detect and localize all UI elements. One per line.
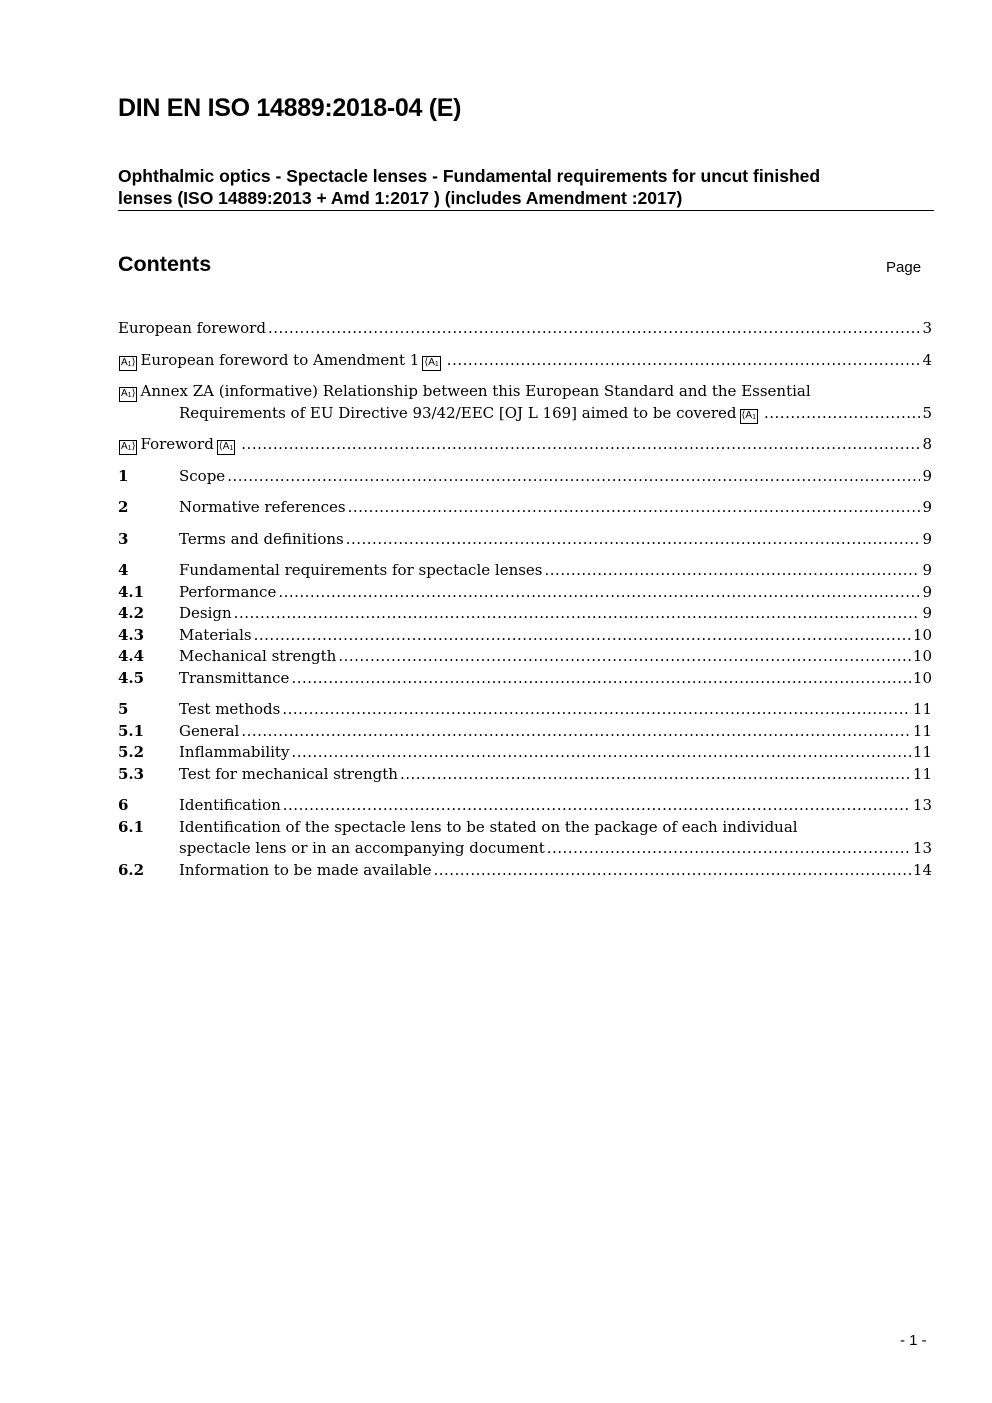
toc-leader — [545, 560, 921, 582]
toc-entry-title: Test methods — [179, 700, 281, 718]
toc-leader — [283, 795, 911, 817]
toc-entry-page: 14 — [912, 860, 932, 879]
amendment-end-marker-icon: $⟨A_1$ — [217, 440, 235, 455]
toc-entry-title: Materials — [179, 625, 252, 644]
toc-entry-transmittance[interactable] — [118, 668, 932, 690]
toc-entry-title: General — [179, 721, 240, 740]
toc-entry-page: 3 — [922, 319, 932, 337]
amendment-end-marker-icon: $⟨A_1$ — [740, 409, 758, 424]
toc-entry-identification[interactable] — [118, 795, 932, 817]
toc-entry-number: 3 — [118, 529, 129, 548]
toc-leader — [291, 668, 910, 690]
toc-entry-page: 9 — [922, 604, 932, 622]
toc-entry-number: 4.4 — [118, 647, 145, 665]
toc-leader — [278, 582, 920, 604]
subtitle-line-2: lenses (ISO 14889:2013 + Amd 1:2017 ) (includes Amendment :2017) — [118, 188, 683, 208]
toc-entry-inflammability[interactable] — [118, 742, 932, 764]
contents-heading: Contents — [118, 252, 212, 276]
toc-entry-number: 6 — [118, 796, 129, 814]
toc-entry-test-mechanical-strength[interactable] — [118, 764, 932, 786]
toc-entry-page: 4 — [922, 350, 932, 369]
toc-entry-title: Performance — [179, 582, 277, 601]
toc-entry-annex-za-continued[interactable] — [118, 403, 932, 425]
toc-entry-identification-package-continued[interactable] — [118, 838, 932, 860]
toc-entry-title: Identification of the spectacle lens to be stated on the package of each individual — [179, 817, 798, 836]
toc-entry-page: 10 — [912, 668, 932, 687]
toc-entry-number: 5.2 — [118, 743, 145, 761]
toc-entry-foreword[interactable] — [118, 434, 932, 456]
toc-entry-mechanical-strength[interactable] — [118, 646, 932, 668]
toc-entry-normative-references[interactable] — [118, 497, 932, 519]
toc-leader — [227, 466, 920, 488]
toc-entry-page: 9 — [922, 498, 932, 516]
table-of-contents — [118, 318, 932, 881]
toc-entry-title: Foreword — [140, 435, 214, 453]
subtitle-line-1: Ophthalmic optics - Spectacle lenses - Fundamental requirements for uncut finished — [118, 166, 821, 186]
toc-entry-information-available[interactable] — [118, 860, 932, 882]
toc-entry-number: 4.2 — [118, 604, 145, 622]
toc-leader — [433, 860, 910, 882]
toc-leader — [346, 529, 921, 551]
toc-leader — [348, 497, 921, 519]
toc-entry-materials[interactable] — [118, 625, 932, 647]
toc-entry-identification-package[interactable] — [118, 817, 932, 839]
toc-entry-number: 5.3 — [118, 764, 145, 783]
toc-leader — [254, 625, 911, 647]
toc-entry-number: 4 — [118, 561, 129, 579]
toc-entry-title: Scope — [179, 466, 226, 485]
toc-leader — [241, 721, 911, 743]
toc-entry-page: 11 — [912, 721, 932, 740]
toc-leader — [234, 603, 921, 625]
toc-entry-page: 9 — [922, 529, 932, 548]
toc-leader — [764, 403, 920, 425]
page-column-label: Page — [886, 259, 922, 276]
toc-entry-title: Inflammability — [179, 743, 290, 761]
toc-entry-title: Fundamental requirements for spectacle lenses — [179, 561, 543, 579]
toc-entry-page: 8 — [922, 435, 932, 453]
toc-entry-title: Identification — [179, 796, 281, 814]
toc-entry-title: Annex ZA (informative) Relationship between this European Standard and the Essential — [140, 382, 811, 400]
document-id: DIN EN ISO 14889:2018-04 (E) — [118, 94, 462, 122]
toc-entry-page: 11 — [912, 700, 932, 718]
toc-leader — [447, 350, 921, 372]
toc-entry-title: Information to be made available — [179, 860, 432, 879]
amendment-start-marker-icon: $A_1⟩$ — [119, 356, 137, 371]
toc-entry-title-continued: Requirements of EU Directive 93/42/EEC [OJ L 169] aimed to be covered — [179, 403, 737, 422]
toc-leader — [547, 838, 911, 860]
document-subtitle — [118, 165, 930, 209]
toc-entry-terms-definitions[interactable] — [118, 529, 932, 551]
toc-entry-page: 13 — [912, 839, 932, 857]
toc-leader — [282, 699, 911, 721]
toc-entry-number: 1 — [118, 466, 129, 485]
toc-entry-title: Terms and definitions — [179, 529, 344, 548]
toc-entry-number: 4.5 — [118, 668, 145, 687]
toc-leader — [338, 646, 911, 668]
toc-entry-title: Transmittance — [179, 668, 290, 687]
toc-entry-title: Mechanical strength — [179, 647, 337, 665]
toc-entry-foreword-amendment-1[interactable] — [118, 350, 932, 372]
toc-entry-title: Design — [179, 604, 232, 622]
toc-leader — [241, 434, 920, 456]
toc-entry-number: 4.1 — [118, 582, 145, 601]
toc-entry-title: Normative references — [179, 498, 346, 516]
toc-entry-page: 10 — [912, 647, 932, 665]
toc-entry-performance[interactable] — [118, 582, 932, 604]
toc-leader — [400, 764, 911, 786]
toc-entry-page: 10 — [912, 625, 932, 644]
toc-entry-design[interactable] — [118, 603, 932, 625]
toc-entry-page: 9 — [922, 466, 932, 485]
amendment-end-marker-icon: $⟨A_1$ — [422, 356, 440, 371]
toc-entry-fundamental-requirements[interactable] — [118, 560, 932, 582]
toc-entry-number: 6.2 — [118, 860, 145, 879]
amendment-start-marker-icon: $A_1⟩$ — [119, 387, 137, 402]
toc-leader — [291, 742, 910, 764]
toc-entry-title: European foreword — [118, 319, 266, 337]
toc-entry-page: 9 — [922, 561, 932, 579]
toc-entry-test-methods[interactable] — [118, 699, 932, 721]
toc-entry-title: European foreword to Amendment 1 — [140, 350, 420, 369]
footer-page-number: - 1 - — [900, 1332, 927, 1349]
toc-entry-annex-za[interactable] — [118, 381, 932, 403]
toc-entry-page: 5 — [922, 403, 932, 422]
amendment-start-marker-icon: $A_1⟩$ — [119, 440, 137, 455]
toc-entry-number: 6.1 — [118, 817, 145, 836]
toc-entry-page: 13 — [912, 796, 932, 814]
toc-entry-scope[interactable] — [118, 466, 932, 488]
toc-entry-number: 5.1 — [118, 721, 145, 740]
title-divider — [118, 210, 934, 211]
toc-entry-title-continued: spectacle lens or in an accompanying document — [179, 839, 545, 857]
toc-entry-number: 4.3 — [118, 625, 145, 644]
toc-entry-page: 9 — [922, 582, 932, 601]
toc-entry-number: 2 — [118, 498, 129, 516]
toc-entry-european-foreword[interactable] — [118, 318, 932, 340]
toc-entry-number: 5 — [118, 700, 129, 718]
toc-entry-title: Test for mechanical strength — [179, 764, 398, 783]
toc-entry-general[interactable] — [118, 721, 932, 743]
toc-entry-page: 11 — [912, 764, 932, 783]
toc-leader — [268, 318, 921, 340]
toc-entry-page: 11 — [912, 743, 932, 761]
